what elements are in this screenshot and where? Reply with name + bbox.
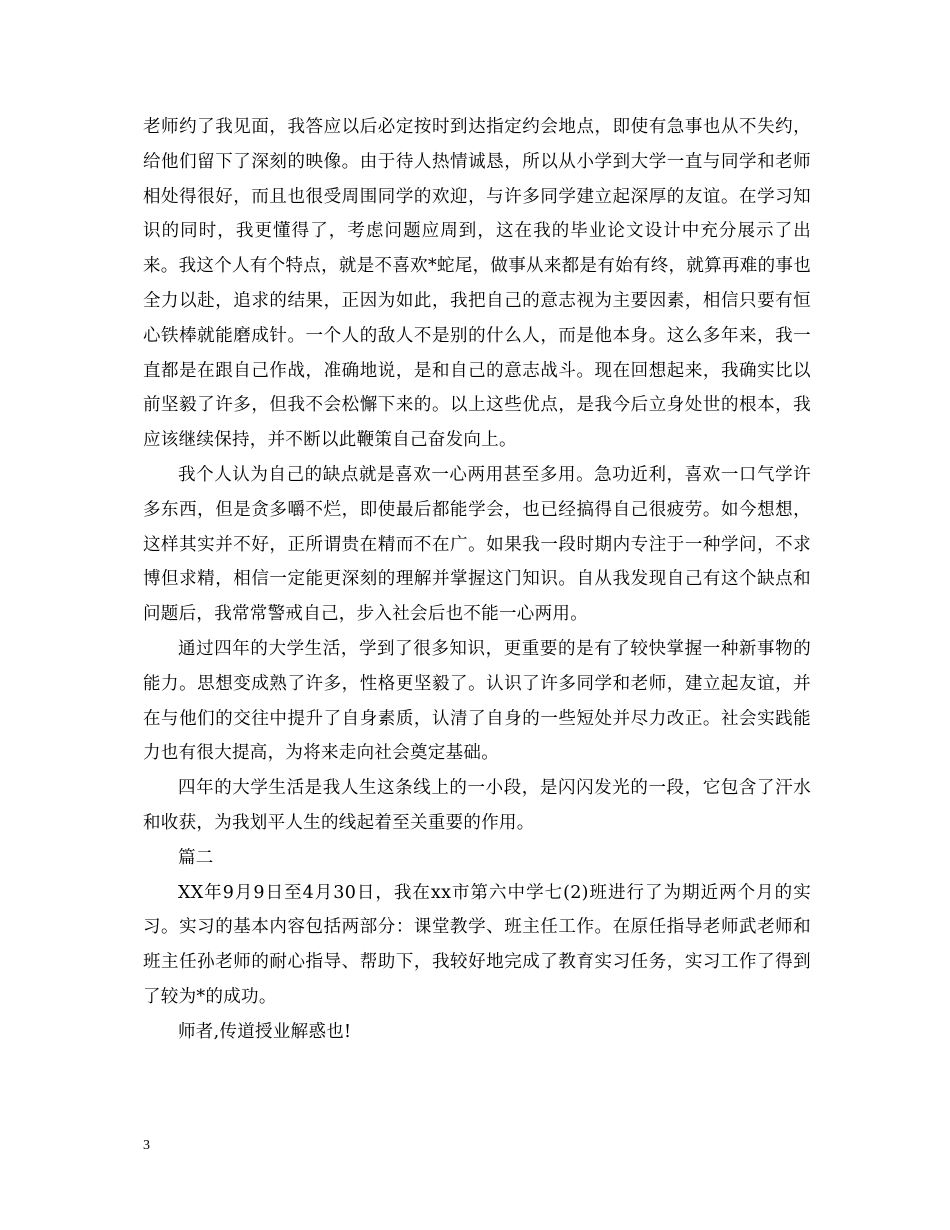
paragraph-summary: 四年的大学生活是我人生这条线上的一小段，是闪闪发光的一段，它包含了汗水和收获，为我划平人生的线起着至关重要的作用。 [143,778,811,833]
paragraph-quote: 师者,传道授业解惑也! [178,1021,352,1042]
paragraph-internship: XX年9月9日至4月30日，我在xx市第六中学七(2)班进行了为期近两个月的实习。实习的基本内容包括两部分：课堂教学、班主任工作。在原任指导老师武老师和班主任孙老师的耐心指导、帮助下，我较好地完成了教育实习任务，实习工作了得到了较为*的成功。 [143,882,811,1007]
document-body [143,110,811,1050]
page-number: 3 [143,1138,150,1153]
section-heading: 篇二 [178,847,214,868]
paragraph-college-life: 通过四年的大学生活，学到了很多知识，更重要的是有了较快掌握一种新事物的能力。思想变成熟了许多，性格更坚毅了。认识了许多同学和老师，建立起友谊，并在与他们的交往中提升了自身素质，认清了自身的一些短处并尽力改正。社会实践能力也有很大提高，为将来走向社会奠定基础。 [143,638,811,764]
paragraph-shortcomings: 我个人认为自己的缺点就是喜欢一心两用甚至多用。急功近利，喜欢一口气学许多东西，但是贪多嚼不烂，即使最后都能学会，也已经搞得自己很疲劳。如今想想，这样其实并不好，正所谓贵在精而不在广。如果我一段时期内专注于一种学问，不求博但求精，相信一定能更深刻的理解并掌握这门知识。自从我发现自己有这个缺点和问题后，我常常警戒自己，步入社会后也不能一心两用。 [143,464,811,625]
paragraph-continued: 老师约了我见面，我答应以后必定按时到达指定约会地点，即使有急事也从不失约，给他们留下了深刻的映像。由于待人热情诚恳，所以从小学到大学一直与同学和老师相处得很好，而且也很受周围同学的欢迎，与许多同学建立起深厚的友谊。在学习知识的同时，我更懂得了，考虑问题应周到，这在我的毕业论文设计中充分展示了出来。我这个人有个特点，就是不喜欢*蛇尾，做事从来都是有始有终，就算再难的事也全力以赴，追求的结果，正因为如此，我把自己的意志视为主要因素，相信只要有恒心铁棒就能磨成针。一个人的敌人不是别的什么人，而是他本身。这么多年来，我一直都是在跟自己作战，准确地说，是和自己的意志战斗。现在回想起来，我确实比以前坚毅了许多，但我不会松懈下来的。以上这些优点，是我今后立身处世的根本，我应该继续保持，并不断以此鞭策自己奋发向上。 [143,117,811,451]
